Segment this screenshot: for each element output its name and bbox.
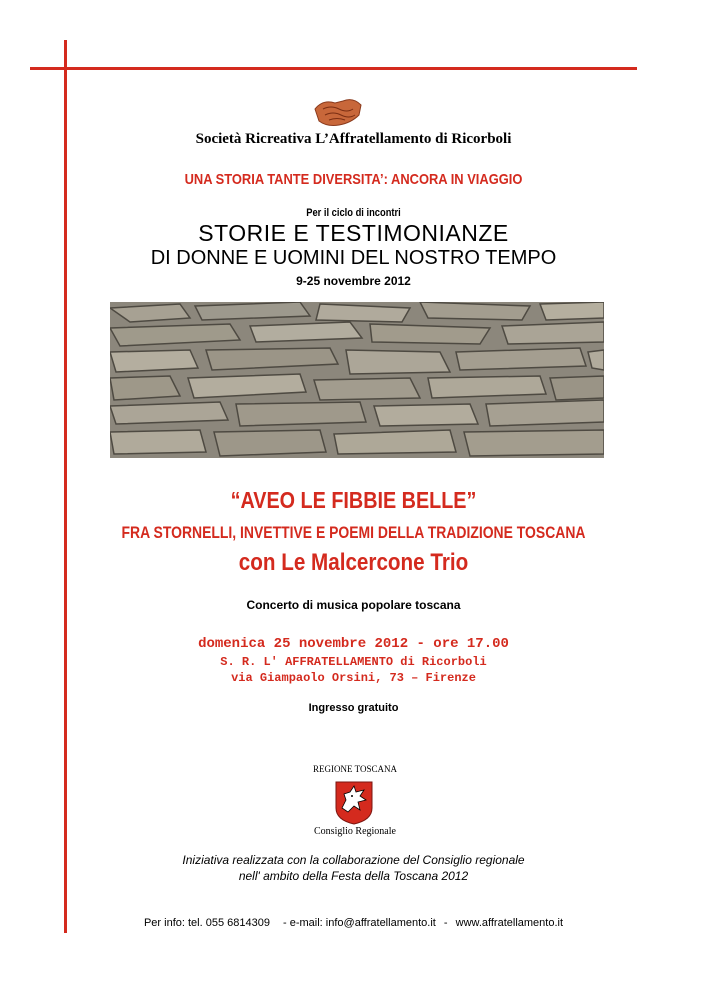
event-title: “AVEO LE FIBBIE BELLE” [230,487,477,513]
event-date-time: domenica 25 novembre 2012 - ore 17.00 [198,636,509,652]
cycle-title-line1: STORIE E TESTIMONIANZE [198,220,509,246]
footer-email[interactable]: - e-mail: info@affratellamento.it [283,917,436,929]
society-name: Società Ricreativa L’Affratellamento di Ricorboli [195,131,512,147]
footer-contact [0,917,707,929]
cycle-title-line2: DI DONNE E UOMINI DEL NOSTRO TEMPO [150,247,557,269]
footer-phone: Per info: tel. 055 6814309 [143,917,270,929]
footer-separator: - [443,917,448,929]
stone-wall-image [110,302,604,458]
event-entry: Ingresso gratuito [308,702,399,714]
cycle-dates: 9-25 novembre 2012 [296,274,411,288]
horizontal-red-rule [30,67,637,70]
event-venue: S. R. L' AFFRATELLAMENTO di Ricorboli [220,655,487,669]
event-subtitle: FRA STORNELLI, INVETTIVE E POEMI DELLA TRADIZIONE TOSCANA [121,523,586,542]
event-performer: con Le Malcercone Trio [238,549,469,576]
initiative-line2: nell' ambito della Festa della Toscana 2012 [238,869,469,883]
tagline: UNA STORIA TANTE DIVERSITA’: ANCORA IN VIAGGIO [184,171,523,188]
event-description: Concerto di musica popolare toscana [246,598,461,612]
footer-website[interactable]: www.affratellamento.it [455,917,564,929]
pegasus-shield-icon [330,778,378,826]
event-address: via Giampaolo Orsini, 73 – Firenze [231,671,476,685]
initiative-line1: Iniziativa realizzata con la collaborazione del Consiglio regionale [182,853,525,867]
cycle-intro: Per il ciclo di incontri [306,207,401,219]
region-name: REGIONE TOSCANA [313,764,397,774]
clasped-hands-icon [313,95,363,131]
regional-council: Consiglio Regionale [314,826,396,837]
